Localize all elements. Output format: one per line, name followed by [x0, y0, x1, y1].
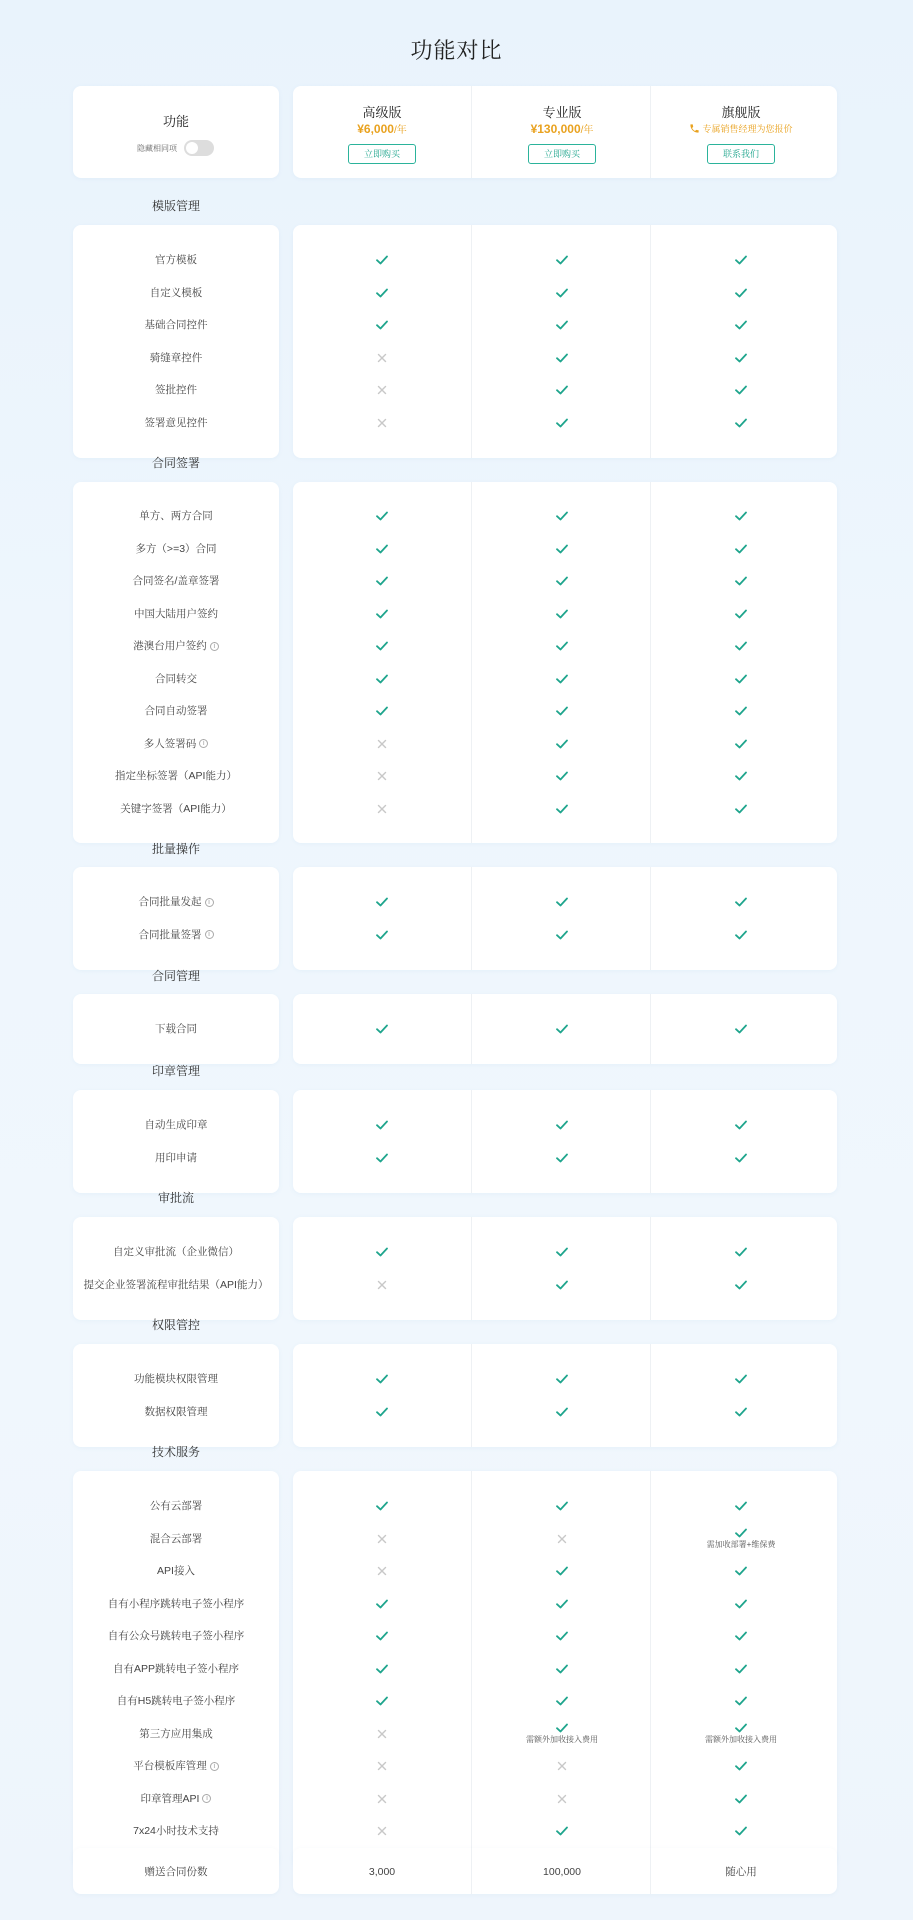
check-icon: [651, 413, 831, 433]
section-title: 权限管控: [151, 1318, 200, 1332]
check-icon: [651, 1789, 831, 1809]
section-plans-card: [293, 1090, 837, 1193]
header-feature-card: [73, 86, 279, 178]
feature-row-label: API接入: [157, 1565, 195, 1577]
plan-name-flagship: 旗舰版: [721, 105, 761, 120]
section-feature-card: [73, 482, 279, 843]
section-feature-card: [73, 1217, 279, 1320]
cross-icon: [292, 1529, 472, 1549]
check-icon: [472, 734, 652, 754]
check-icon: [292, 925, 472, 945]
feature-row-label: 基础合同控件: [144, 319, 208, 331]
section-title: 审批流: [157, 1191, 194, 1205]
feature-row-label: 多人签署码 i: [73, 734, 279, 754]
plan-name-pro: 专业版: [542, 105, 582, 120]
check-icon: [651, 1402, 831, 1422]
info-icon[interactable]: i: [202, 1794, 211, 1803]
check-icon: [292, 250, 472, 270]
plan-note-pro: 需额外加收接入费用: [526, 1734, 598, 1744]
cross-icon: [292, 799, 472, 819]
section-title: 批量操作: [151, 842, 200, 856]
check-icon: [472, 669, 652, 689]
info-icon[interactable]: i: [199, 739, 208, 748]
check-icon: [651, 669, 831, 689]
check-icon: [651, 925, 831, 945]
check-icon: [472, 636, 652, 656]
contract-quota-flagship: 随心用: [725, 1866, 757, 1878]
feature-row-label: 自动生成印章: [144, 1119, 208, 1131]
feature-row-label: 自定义审批流（企业微信）: [113, 1246, 239, 1258]
cross-icon: [292, 734, 472, 754]
buy-pro-button[interactable]: 立即购买: [528, 144, 596, 164]
section-title: 印章管理: [151, 1064, 200, 1078]
hide-same-toggle[interactable]: [184, 140, 214, 156]
plan-call-flagship: 专属销售经理为您报价: [651, 122, 831, 135]
cross-icon: [292, 413, 472, 433]
check-icon: [472, 250, 652, 270]
check-icon: [472, 571, 652, 591]
check-icon: [472, 892, 652, 912]
plan-name-advanced: 高级版: [362, 105, 402, 120]
section-plans-card: [293, 1217, 837, 1320]
check-icon: [292, 604, 472, 624]
check-icon: [472, 315, 652, 335]
check-icon: [292, 283, 472, 303]
section-feature-card: [73, 1090, 279, 1193]
feature-row-label: 合同自动签署: [144, 705, 208, 717]
buy-advanced-button[interactable]: 立即购买: [348, 144, 416, 164]
feature-row-label: 7x24小时技术支持: [133, 1825, 219, 1837]
feature-row-label: 多方（>=3）合同: [135, 542, 217, 555]
check-icon: [292, 1496, 472, 1516]
check-icon: [472, 1275, 652, 1295]
check-icon: [292, 315, 472, 335]
plan-price-advanced: ¥6,000/年: [357, 122, 407, 136]
feature-row-label: 官方模板: [155, 254, 197, 266]
check-icon: [472, 1369, 652, 1389]
check-icon: [472, 348, 652, 368]
check-icon: [292, 669, 472, 689]
info-icon[interactable]: i: [210, 1762, 219, 1771]
section-title: 合同管理: [151, 969, 200, 983]
feature-row-label: 自有APP跳转电子签小程序: [112, 1662, 239, 1675]
cross-icon: [292, 380, 472, 400]
check-icon: [472, 1242, 652, 1262]
plan-note-flagship: 需额外加收接入费用: [705, 1734, 777, 1744]
check-icon: [651, 506, 831, 526]
check-icon: [651, 571, 831, 591]
cross-icon: [292, 348, 472, 368]
cross-icon: [292, 766, 472, 786]
check-icon: [292, 636, 472, 656]
cross-icon: [292, 1724, 472, 1744]
check-icon: [472, 506, 652, 526]
feature-row-label: 第三方应用集成: [139, 1727, 213, 1740]
info-icon[interactable]: i: [210, 642, 219, 651]
check-icon: [292, 701, 472, 721]
check-icon: [472, 766, 652, 786]
section-title: 合同签署: [151, 456, 200, 470]
hide-same-label: 隐藏相同项: [137, 144, 177, 153]
check-icon: [651, 1626, 831, 1646]
feature-row-label: 自有小程序跳转电子签小程序: [107, 1597, 245, 1610]
check-icon: [292, 1369, 472, 1389]
section-title: 模版管理: [151, 199, 200, 213]
check-icon: [472, 1019, 652, 1039]
check-icon: [651, 283, 831, 303]
check-icon: [651, 1594, 831, 1614]
check-icon: [292, 1148, 472, 1168]
feature-row-label: 数据权限管理: [144, 1405, 208, 1418]
check-icon: [651, 734, 831, 754]
check-icon: [651, 1691, 831, 1711]
check-icon: [651, 1659, 831, 1679]
section-feature-card: [73, 867, 279, 970]
check-icon: [472, 1561, 652, 1581]
feature-row-label: 指定坐标签署（API能力）: [115, 770, 237, 782]
page-title: 功能对比: [410, 38, 503, 63]
check-icon: [472, 1659, 652, 1679]
check-icon: [651, 1369, 831, 1389]
feature-row-label: 自有公众号跳转电子签小程序: [107, 1630, 245, 1642]
contact-us-button[interactable]: 联系我们: [707, 144, 775, 164]
plan-note-flagship: 需加收部署+维保费: [706, 1539, 776, 1549]
cross-icon: [292, 1275, 472, 1295]
feature-row-label: 混合云部署: [149, 1532, 203, 1545]
check-icon: [292, 1115, 472, 1135]
contract-quota-pro: 100,000: [543, 1866, 581, 1878]
check-icon: [651, 1821, 831, 1841]
check-icon: [472, 604, 652, 624]
check-icon: [651, 380, 831, 400]
feature-row-label: 中国大陆用户签约: [134, 607, 218, 620]
check-icon: [651, 348, 831, 368]
check-icon: [651, 1019, 831, 1039]
check-icon: [651, 604, 831, 624]
feature-row-label: 合同转交: [155, 672, 197, 685]
cross-icon: [472, 1756, 652, 1776]
feature-row-label: 港澳台用户签约 i: [73, 636, 279, 656]
feature-row-label: 用印申请: [155, 1151, 197, 1164]
phone-icon: [689, 123, 700, 134]
cross-icon: [292, 1561, 472, 1581]
feature-row-label: 合同批量发起 i: [73, 892, 279, 912]
feature-row-label: 下载合同: [155, 1023, 197, 1035]
check-icon: [292, 1659, 472, 1679]
check-icon: [651, 1242, 831, 1262]
check-icon: [651, 1148, 831, 1168]
check-icon: [472, 380, 652, 400]
feature-row-label: 自有H5跳转电子签小程序: [116, 1695, 236, 1707]
feature-row-label: 合同批量签署 i: [73, 925, 279, 945]
feature-row-label: 公有云部署: [149, 1500, 203, 1512]
feature-row-label: 自定义模板: [149, 286, 203, 299]
check-icon: [292, 539, 472, 559]
plan-price-pro: ¥130,000/年: [530, 122, 594, 136]
check-icon: [472, 1496, 652, 1516]
toggle-knob: [186, 142, 198, 154]
feature-row-label: 签批控件: [155, 384, 197, 396]
feature-row-label: 提交企业签署流程审批结果（API能力）: [83, 1278, 269, 1291]
feature-row-label: 平台模板库管理 i: [73, 1756, 279, 1776]
check-icon: [472, 1626, 652, 1646]
cross-icon: [292, 1789, 472, 1809]
feature-row-label: 功能模块权限管理: [134, 1373, 218, 1385]
section-plans-card: [293, 482, 837, 843]
check-icon: [292, 1019, 472, 1039]
check-icon: [651, 315, 831, 335]
info-icon[interactable]: i: [205, 898, 214, 907]
info-icon[interactable]: i: [205, 930, 214, 939]
check-icon: [292, 1626, 472, 1646]
section-feature-card: [73, 1344, 279, 1447]
section-title: 技术服务: [151, 1445, 200, 1459]
check-icon: [292, 506, 472, 526]
check-icon: [472, 283, 652, 303]
section-plans-card: [293, 1344, 837, 1447]
check-icon: [651, 1275, 831, 1295]
check-icon: [292, 1691, 472, 1711]
check-icon: [472, 1594, 652, 1614]
check-icon: [472, 701, 652, 721]
check-icon: [472, 1821, 652, 1841]
feature-column-title: 功能: [162, 114, 189, 129]
check-icon: [651, 892, 831, 912]
check-icon: [472, 1115, 652, 1135]
check-icon: [292, 892, 472, 912]
check-icon: [292, 571, 472, 591]
feature-row-label: 签署意见控件: [144, 416, 208, 429]
check-icon: [651, 250, 831, 270]
feature-row-label: 骑缝章控件: [149, 351, 203, 364]
contract-quota-advanced: 3,000: [368, 1866, 396, 1878]
check-icon: [472, 799, 652, 819]
check-icon: [472, 1691, 652, 1711]
feature-row-label: 关键字签署（API能力）: [120, 802, 232, 815]
check-icon: [292, 1594, 472, 1614]
check-icon: [292, 1402, 472, 1422]
check-icon: [651, 799, 831, 819]
feature-row-label: 单方、两方合同: [139, 510, 213, 522]
check-icon: [472, 1148, 652, 1168]
check-icon: [651, 1496, 831, 1516]
feature-row-label: 合同签名/盖章签署: [132, 575, 220, 587]
check-icon: [651, 636, 831, 656]
check-icon: [472, 413, 652, 433]
check-icon: [651, 701, 831, 721]
cross-icon: [472, 1529, 652, 1549]
check-icon: [651, 1115, 831, 1135]
section-plans-card: [293, 867, 837, 970]
cross-icon: [472, 1789, 652, 1809]
check-icon: [651, 1561, 831, 1581]
footer-label: 赠送合同份数: [144, 1866, 208, 1878]
cross-icon: [292, 1756, 472, 1776]
feature-row-label: 印章管理API i: [73, 1789, 279, 1809]
check-icon: [651, 1756, 831, 1776]
check-icon: [472, 925, 652, 945]
check-icon: [472, 1402, 652, 1422]
check-icon: [651, 539, 831, 559]
check-icon: [472, 539, 652, 559]
check-icon: [651, 766, 831, 786]
check-icon: [292, 1242, 472, 1262]
cross-icon: [292, 1821, 472, 1841]
